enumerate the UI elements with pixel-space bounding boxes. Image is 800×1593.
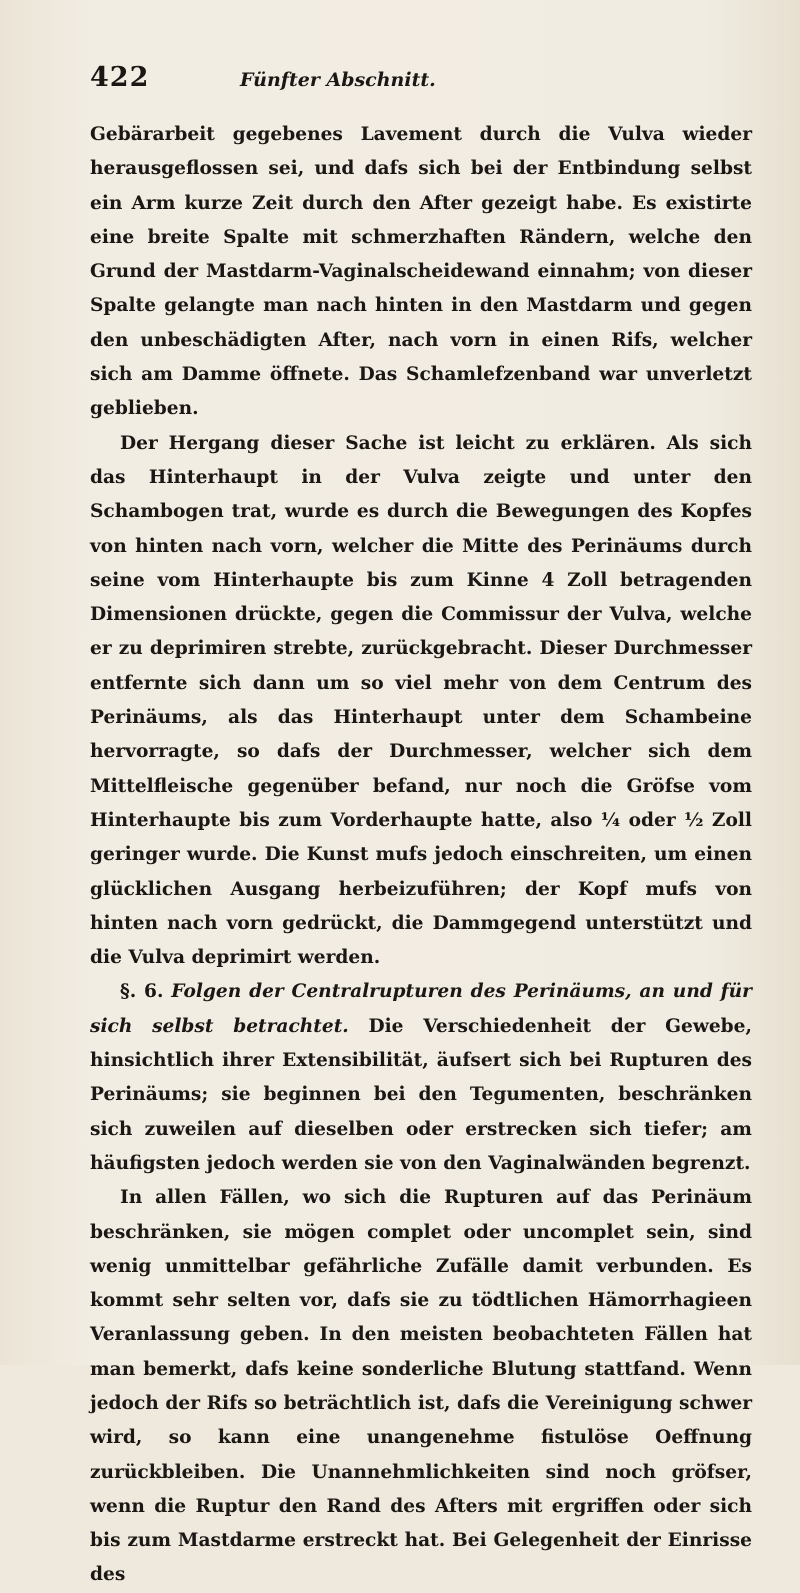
running-title: Fünfter Abschnitt. — [240, 69, 436, 91]
paragraph-2-text: Der Hergang dieser Sache ist leicht zu erklären. Als sich das Hinterhaupt in der Vulva zeigte und unter den Schambogen trat, wurde es durch die Bewegungen des Kopfes von hinten nach vorn, welcher die Mitte des Perinäums durch seine vom Hinterhaupte bis zum Kinne 4 Zoll betragenden Dimensionen drückte, gegen die Commissur der Vulva, welche er zu deprimiren strebte, zurückgebracht. Dieser Durchmesser entfernte sich dann um so viel mehr von dem Centrum des Perinäums, als das Hinterhaupt unter dem Schambeine hervorragte, so dafs der Durchmesser, welcher sich dem Mittelfleische gegenüber befand, nur noch die Gröfse vom Hinterhaupte bis zum Vorderhaupte hatte, also ¼ oder ½ Zoll geringer wurde. Die Kunst mufs jedoch einschreiten, um einen glücklichen Ausgang herbeizuführen; der Kopf mufs von hinten nach vorn gedrückt, die Dammgegend unterstützt und die Vulva deprimirt werden. — [90, 432, 752, 969]
section-text: Die Verschiedenheit der Gewebe, hinsichtlich ihrer Extensibilität, äufsert sich bei Rupturen des Perinäums; sie beginnen bei den Tegumenten, beschränken sich zuweilen auf dieselben oder erstrecken sich tiefer; am häufigsten jedoch werden sie von den Vaginalwänden begrenzt. — [90, 1015, 752, 1174]
section-paragraph — [90, 975, 752, 1181]
paragraph-2 — [90, 427, 752, 976]
paragraph-final-text: In allen Fällen, wo sich die Rupturen auf das Perinäum beschränken, sie mögen complet oder uncomplet sein, sind wenig unmittelbar gefährliche Zufälle damit verbunden. Es kommt sehr selten vor, dafs sie zu tödtlichen Hämorrhagieen Veranlassung geben. In den meisten beobachteten Fällen hat man bemerkt, dafs keine sonderliche Blutung stattfand. Wenn jedoch der Rifs so beträchtlich ist, dafs die Vereinigung schwer wird, so kann eine unangenehme fistulöse Oeffnung zurückbleiben. Die Unannehmlichkeiten sind noch gröfser, wenn die Ruptur den Rand des Afters mit ergriffen oder sich bis zum Mastdarme erstreckt hat. Bei Gelegenheit der Einrisse des — [90, 1187, 752, 1586]
page-header — [90, 62, 752, 100]
section-number: §. 6. — [120, 981, 164, 1003]
paragraph-1: Gebärarbeit gegebenes Lavement durch die Vulva wieder herausgeflossen sei, und dafs sich bei der Entbindung selbst ein Arm kurze Zeit durch den After gezeigt habe. Es existirte eine breite Spalte mit schmerzhaften Rändern, welche den Grund der Mastdarm-Vaginalscheidewand einnahm; von dieser Spalte gelangte man nach hinten in den Mastdarm und gegen den unbeschädigten After, nach vorn in einen Rifs, welcher sich am Damme öffnete. Das Schamlefzenband war unverletzt geblieben. — [90, 124, 752, 420]
page-number: 422 — [90, 62, 150, 93]
section-heading: Folgen der Centralrupturen des Perinäums, an und für sich selbst betrachtet. — [90, 981, 752, 1037]
paragraph-final — [90, 1181, 752, 1593]
